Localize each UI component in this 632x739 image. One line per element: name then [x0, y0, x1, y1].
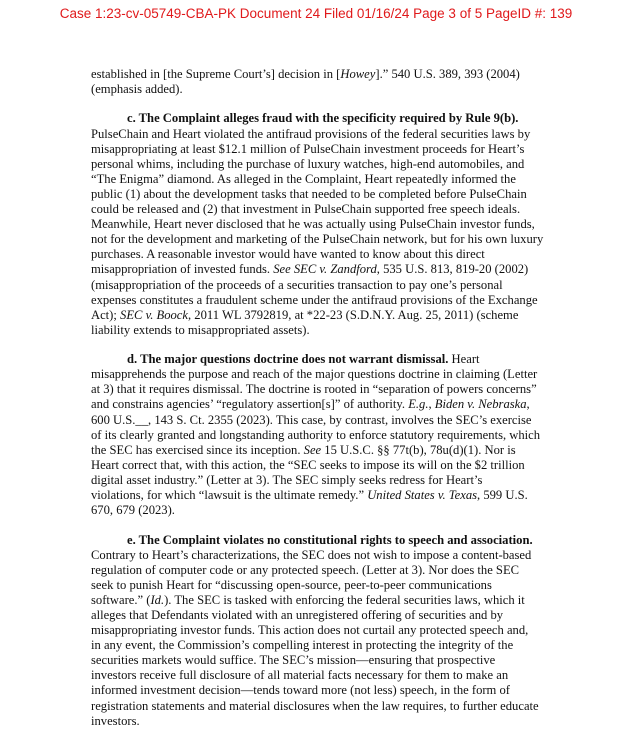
text-line: Heart correct that, with this action, the “SEC seeks to impose its will on the $2 trillion [91, 457, 525, 472]
text-line: at 3) that it requires dismissal. The doctrine is rooted in “separation of powers concerns” [91, 382, 537, 397]
text-line: registration statements and material disclosures when the law requires, to further educate [91, 698, 539, 713]
case-citation: Id. [150, 592, 165, 607]
section-d-heading: d. The major questions doctrine does not warrant dismissal. [127, 352, 449, 367]
text-line: not for the development and marketing of the PulseChain network, but for his own luxury [91, 232, 544, 247]
case-citation: Howey [340, 67, 376, 81]
text-line: Meanwhile, Heart never disclosed that he was actually using PulseChain investor funds, [91, 217, 535, 232]
text-line: 670, 679 (2023). [91, 503, 175, 518]
text-run: misappropriation of invested funds. [91, 262, 274, 277]
text-line: expenses constitutes a fraudulent scheme under the antifraud provisions of the Exchange [91, 292, 538, 307]
text-line: purchases. A reasonable investor would have wanted to know about this direct [91, 247, 485, 262]
signal-word: See [303, 442, 322, 457]
text-line: regulation of computer code or any protected speech. (Letter at 3). Nor does the SEC [91, 562, 520, 577]
section-d-paragraph [91, 352, 551, 518]
text-line: digital asset industry.” (Letter at 3). The SEC simply seeks redress for Heart’s [91, 472, 483, 487]
case-citation: See SEC v. Zandford [273, 262, 377, 277]
text-line [91, 308, 551, 323]
text-line: of its clearly granted and longstanding authority to enforce statutory requirements, which [91, 427, 541, 442]
case-header: Case 1:23-cv-05749-CBA-PK Document 24 Filed 01/16/24 Page 3 of 5 PageID #: 139 [59, 6, 573, 21]
text-line [91, 593, 551, 608]
text-run: violations, for which “lawsuit is the ultimate remedy.” [91, 488, 368, 503]
text-line: (misappropriation of the proceeds of a securities transaction to pay one’s personal [91, 277, 503, 292]
text-line [91, 262, 551, 277]
signal-word: E.g. [408, 397, 429, 412]
text-line [91, 67, 551, 82]
text-run: ). The SEC is tasked with enforcing the federal securities laws, which it [164, 592, 525, 607]
text-line: seek to punish Heart for “discussing open-source, peer-to-peer communications [91, 577, 492, 592]
text-line: informed investment decision—tends toward more (not less) speech, in the form of [91, 683, 510, 698]
text-run: and constrains agencies’ “regulatory assertion[s]” of authority. [91, 397, 409, 412]
text-line: alleges that Defendants violated with an unregistered offering of securities and by [91, 607, 504, 622]
text-run: , 535 U.S. 813, 819-20 (2002) [376, 262, 529, 277]
text-run: , 599 U.S. [477, 488, 528, 503]
text-run: the SEC has exercised since its inception. [91, 442, 304, 457]
section-c-paragraph [91, 111, 551, 337]
text-line [91, 443, 551, 458]
text-run: , [428, 397, 435, 412]
text-line: misappropriating at least $12.1 million of PulseChain investment proceeds for Heart’s [91, 141, 525, 156]
text-line: in any event, the Commission’s compelling interest in protecting the integrity of the [91, 638, 514, 653]
text-line: public (1) about the development tasks that needed to be completed before PulseChain [91, 186, 527, 201]
text-line: misapprehends the purpose and reach of the major questions doctrine in claiming (Letter [91, 367, 538, 382]
text-line: investors receive full disclosure of all material facts necessary for them to make an [91, 668, 509, 683]
document-body [91, 67, 551, 729]
text-line [91, 488, 551, 503]
text-run: established in [the Supreme Court’s] decision in [ [91, 67, 341, 81]
section-c-heading: c. The Complaint alleges fraud with the specificity required by Rule 9(b). [127, 111, 519, 126]
text-run: Act); [91, 307, 121, 322]
text-line [91, 352, 551, 367]
text-line: liability extends to misappropriated assets). [91, 322, 310, 337]
text-run: Heart [448, 352, 480, 367]
text-run: ].” 540 U.S. 389, 393 (2004) [375, 67, 520, 81]
text-line: securities markets would suffice. The SEC’s mission—ensuring that prospective [91, 653, 496, 668]
text-run: , 2011 WL 3792819, at *22-23 (S.D.N.Y. Aug. 25, 2011) (scheme [188, 307, 519, 322]
text-line: Contrary to Heart’s characterizations, the SEC does not wish to impose a content-based [91, 547, 532, 562]
text-line: (emphasis added). [91, 82, 183, 97]
case-citation: Biden v. Nebraska [434, 397, 527, 412]
text-run: , [526, 397, 530, 412]
text-run: 15 U.S.C. §§ 77t(b), 78u(d)(1). Nor is [321, 442, 516, 457]
text-line: PulseChain and Heart violated the antifraud provisions of the federal securities laws by [91, 126, 531, 141]
case-citation: United States v. Texas [367, 488, 478, 503]
text-line: “The Enigma” diamond. As alleged in the Complaint, Heart repeatedly informed the [91, 171, 516, 186]
section-e-paragraph [91, 533, 551, 729]
text-line: misappropriating investor funds. This action does not curtail any protected speech and, [91, 623, 529, 638]
text-line: 600 U.S.__, 143 S. Ct. 2355 (2023). This case, by contrast, involves the SEC’s exercise [91, 412, 532, 427]
text-line: personal whims, including the purchase of luxury watches, high-end automobiles, and [91, 156, 525, 171]
text-line: could be released and (2) that investment in PulseChain supported free speech ideals. [91, 202, 521, 217]
text-line [91, 397, 551, 412]
intro-paragraph [91, 67, 551, 97]
case-citation: SEC v. Boock [120, 307, 188, 322]
section-e-heading: e. The Complaint violates no constitutional rights to speech and association. [127, 532, 533, 547]
text-run: software.” ( [91, 592, 151, 607]
text-line: investors. [91, 713, 140, 728]
